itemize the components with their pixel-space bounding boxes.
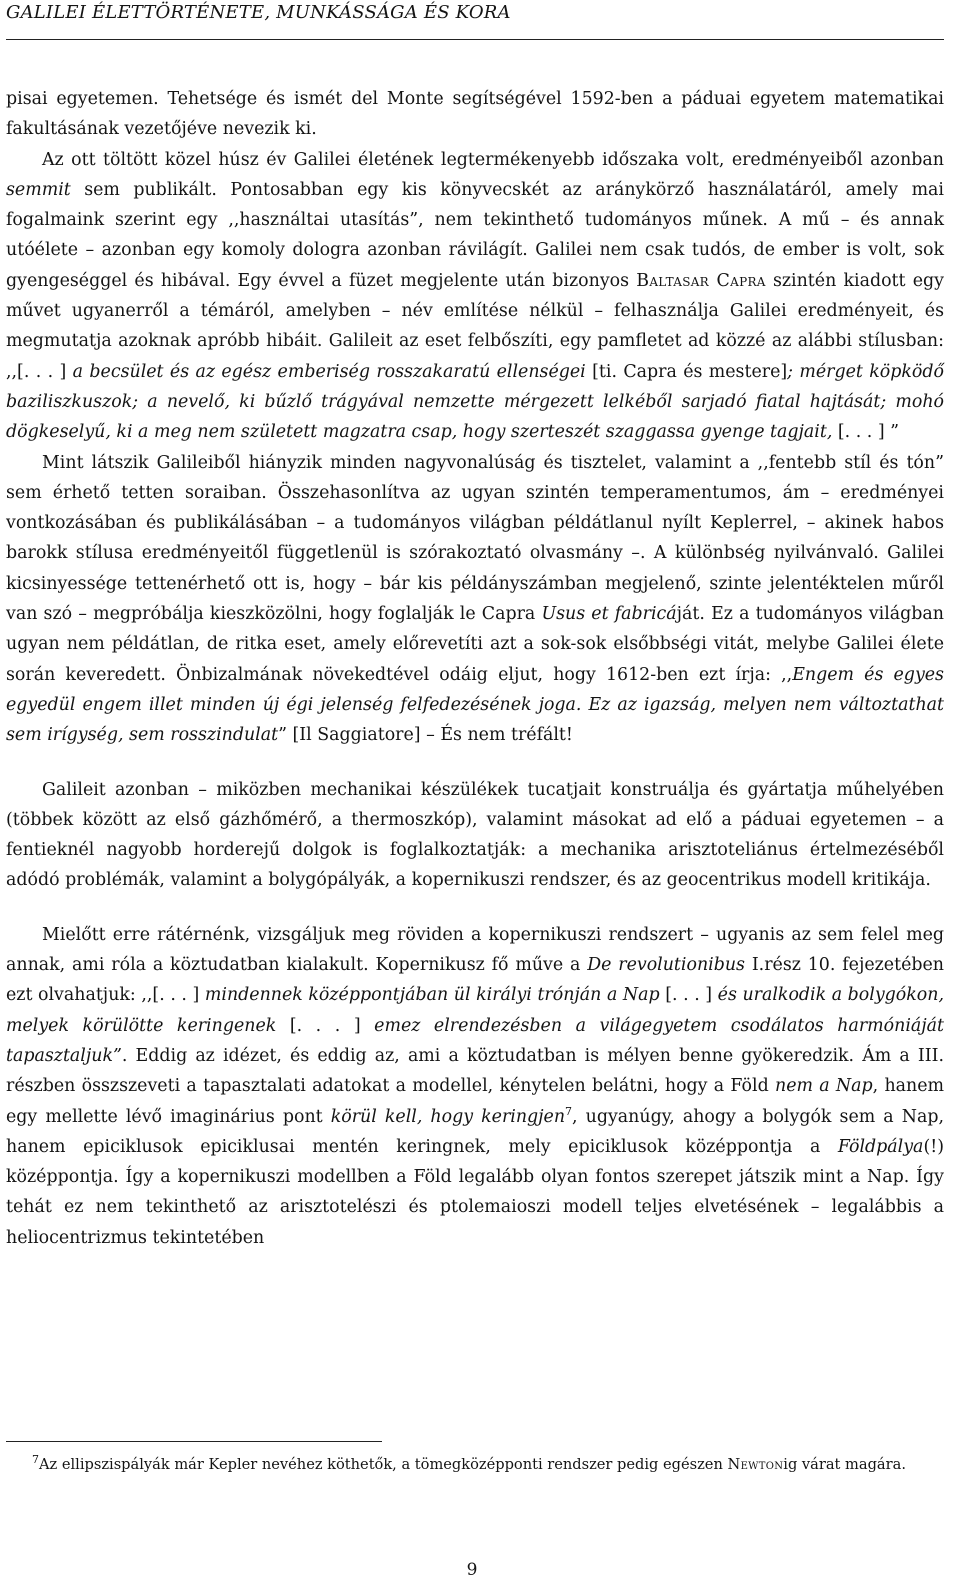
- footnote-rule: [6, 1441, 382, 1442]
- body-text: [6, 84, 944, 1253]
- paragraph-3: [6, 448, 944, 751]
- running-header: GALILEI ÉLETTÖRTÉNETE, MUNKÁSSÁGA ÉS KORA: [6, 2, 511, 23]
- quote-italic: ; mérget köpködő baziliszkuszok; a nevelő, ki bűzlő trágyával nemzette mérgezett lelkéből sarjadó fiatal hajtását; mohó dögkeselyű, ki a meg nem született magzatra csap, hogy szerteszét szaggassa gyenge tagjait,: [6, 361, 944, 443]
- text-run: ját. Ez a tudományos világban ugyan nem példátlan, de ritka eset, amely előrevetíti azt a sok-sok elsőbbségi vitát, melybe Galilei élete során keveredett. Önbizalmának növekedtével odáig eljut, hogy 1612-ben ezt írja: ,,: [6, 604, 944, 685]
- small-caps-name: Baltasar Capra: [636, 270, 766, 291]
- text-run: Mint látszik Galileiből hiányzik minden nagyvonalúság és tisztelet, valamint a ,,fentebb stíl és tón” sem érhető tetten soraiban. Összehasonlítva az ugyan szintén temperamentumos, ám – eredményei vontkozásában és publikálásában – a tudományos világban példátlanul nyílt Keplerrel, – akinek habos barokk stílusa eredményeitől függetlenül is szórakoztató olvasmány –. A különbség nyilvánvaló. Galilei kicsinyessége tettenérhető ott is, hogy – bár kis példányszámban megjelenő, szinte jelentéktelen műről van szó – megpróbálja kieszközölni, hogy foglalják le Capra: [6, 452, 944, 625]
- text-run: . Eddig az idézet, és eddig az, ami a köztudatban is mélyen benne gyökeredzik. Ám a III. részben összszeveti a tapasztalati adatokat a modellel, kénytelen belátni, hogy a Föld: [6, 1045, 944, 1097]
- emphasis: Földpálya: [837, 1136, 924, 1157]
- footnote-text: Az ellipszispályák már Kepler nevéhez köthetők, a tömegközépponti rendszer pedig egészen: [39, 1456, 728, 1473]
- footnote-number: 7: [32, 1453, 39, 1467]
- quote-italic: emez elrendezésben a világegyetem csodálatos harmóniáját tapasztaljuk”: [6, 1015, 944, 1066]
- text-run: sem publikált. Pontosabban egy kis könyvecskét az aránykörző használatáról, amely mai fogalmaink szerint egy ,,használtai utasítás”, nem tekinthető tudományos műnek. A mű – és annak utóélete – azonban egy komoly dologra azonban rávilágít. Galilei nem csak tudós, de ember is volt, sok gyengeséggel és hibával. Egy évvel a füzet megjelente után bizonyos: [6, 179, 944, 291]
- quote-italic: Engem és egyes egyedül engem illet minden új égi jelenség felfedezésének joga. Ez az igazság, melyen nem változtathat sem irígység, sem rosszindulat: [6, 664, 944, 746]
- quote-italic: mindennek középpontjában ül királyi trónján a Nap: [204, 985, 660, 1006]
- text-run: szintén kiadott egy művet ugyanerről a témáról, amelyben – név említése nélkül – felhasználja Galilei eredményeit, és megmutatja azoknak apróbb hibáit. Galileit az eset felbőszíti, egy pamfletet ad közzé az alábbi stílusban: ,,[. . . ]: [6, 270, 944, 382]
- footnote: [6, 1452, 944, 1478]
- emphasis: nem a Nap: [775, 1076, 873, 1097]
- text-run: Mielőtt erre rátérnénk, vizsgáljuk meg röviden a kopernikuszi rendszert – ugyanis az sem felel meg annak, ami róla a köztudatban kialakult. Kopernikusz fő műve a: [6, 924, 944, 976]
- text-run: [. . . ] ”: [832, 422, 900, 443]
- small-caps-name: Newton: [727, 1456, 784, 1473]
- text-run: ” [Il Saggiatore] – És nem tréfált!: [278, 725, 573, 746]
- book-title-italic: De revolutionibus: [587, 955, 745, 976]
- paragraph-5: [6, 920, 944, 1253]
- quote-italic: a becsület és az egész emberiség rosszakaratú ellenségei: [72, 361, 586, 382]
- text-run: , ugyanúgy, ahogy a bolygók sem a Nap, hanem epiciklusok epiciklusai mentén keringnek, mely epiciklusok középpontja a: [6, 1106, 944, 1157]
- paragraph-1-text: pisai egyetemen. Tehetsége és ismét del Monte segítségével 1592-ben a páduai egyetem matematikai fakultásának vezetőjéve nevezik ki.: [6, 89, 944, 140]
- text-run: [ti. Capra és mestere]: [585, 361, 788, 382]
- text-run: [. . . ]: [276, 1015, 375, 1036]
- footnote-text: ig várat magára.: [783, 1456, 906, 1473]
- page-number: 9: [466, 1560, 478, 1580]
- paragraph-4: [6, 775, 944, 896]
- text-run: [. . . ]: [659, 985, 718, 1006]
- emphasis: körül kell, hogy keringjen: [330, 1106, 566, 1127]
- text-run: , hanem egy mellette lévő imaginárius pont: [6, 1076, 945, 1127]
- paragraph-2: [6, 145, 944, 448]
- paragraph-1: [6, 84, 944, 145]
- header-rule: [6, 39, 944, 40]
- footnote-marker[interactable]: 7: [565, 1104, 573, 1118]
- quote-italic: és uralkodik a bolygókon, melyek körülötte keringenek: [6, 985, 944, 1036]
- paragraph-4-text: Galileit azonban – miközben mechanikai készülékek tucatjait konstruálja és gyártatja műhelyében (többek között az első gázhőmérő, a thermoszkóp), valamint másokat ad elő a páduai egyetemen – a fentieknél nagyobb horderejű dolgok is foglalkoztatják: a mechanika arisztoteliánus értelmezéséből adódó problémák, valamint a bolygópályák, a kopernikuszi rendszer, és az geocentrikus modell kritikája.: [6, 779, 944, 891]
- emphasis: semmit: [6, 179, 71, 200]
- text-run: I.rész 10. fejezetében ezt olvahatjuk: ,,[. . . ]: [6, 955, 944, 1006]
- text-run: (!) középpontja. Így a kopernikuszi modellben a Föld legalább olyan fontos szerepet játszik mint a Nap. Így tehát ez nem tekinthető az arisztotelészi és ptolemaioszi modell teljes elvetésének – legalábbis a heliocentrizmus tekintetében: [6, 1136, 944, 1248]
- text-run: Az ott töltött közel húsz év Galilei életének legtermékenyebb időszaka volt, eredményeiből azonban: [42, 149, 944, 170]
- book-title-italic: Usus et fabricá: [541, 604, 677, 625]
